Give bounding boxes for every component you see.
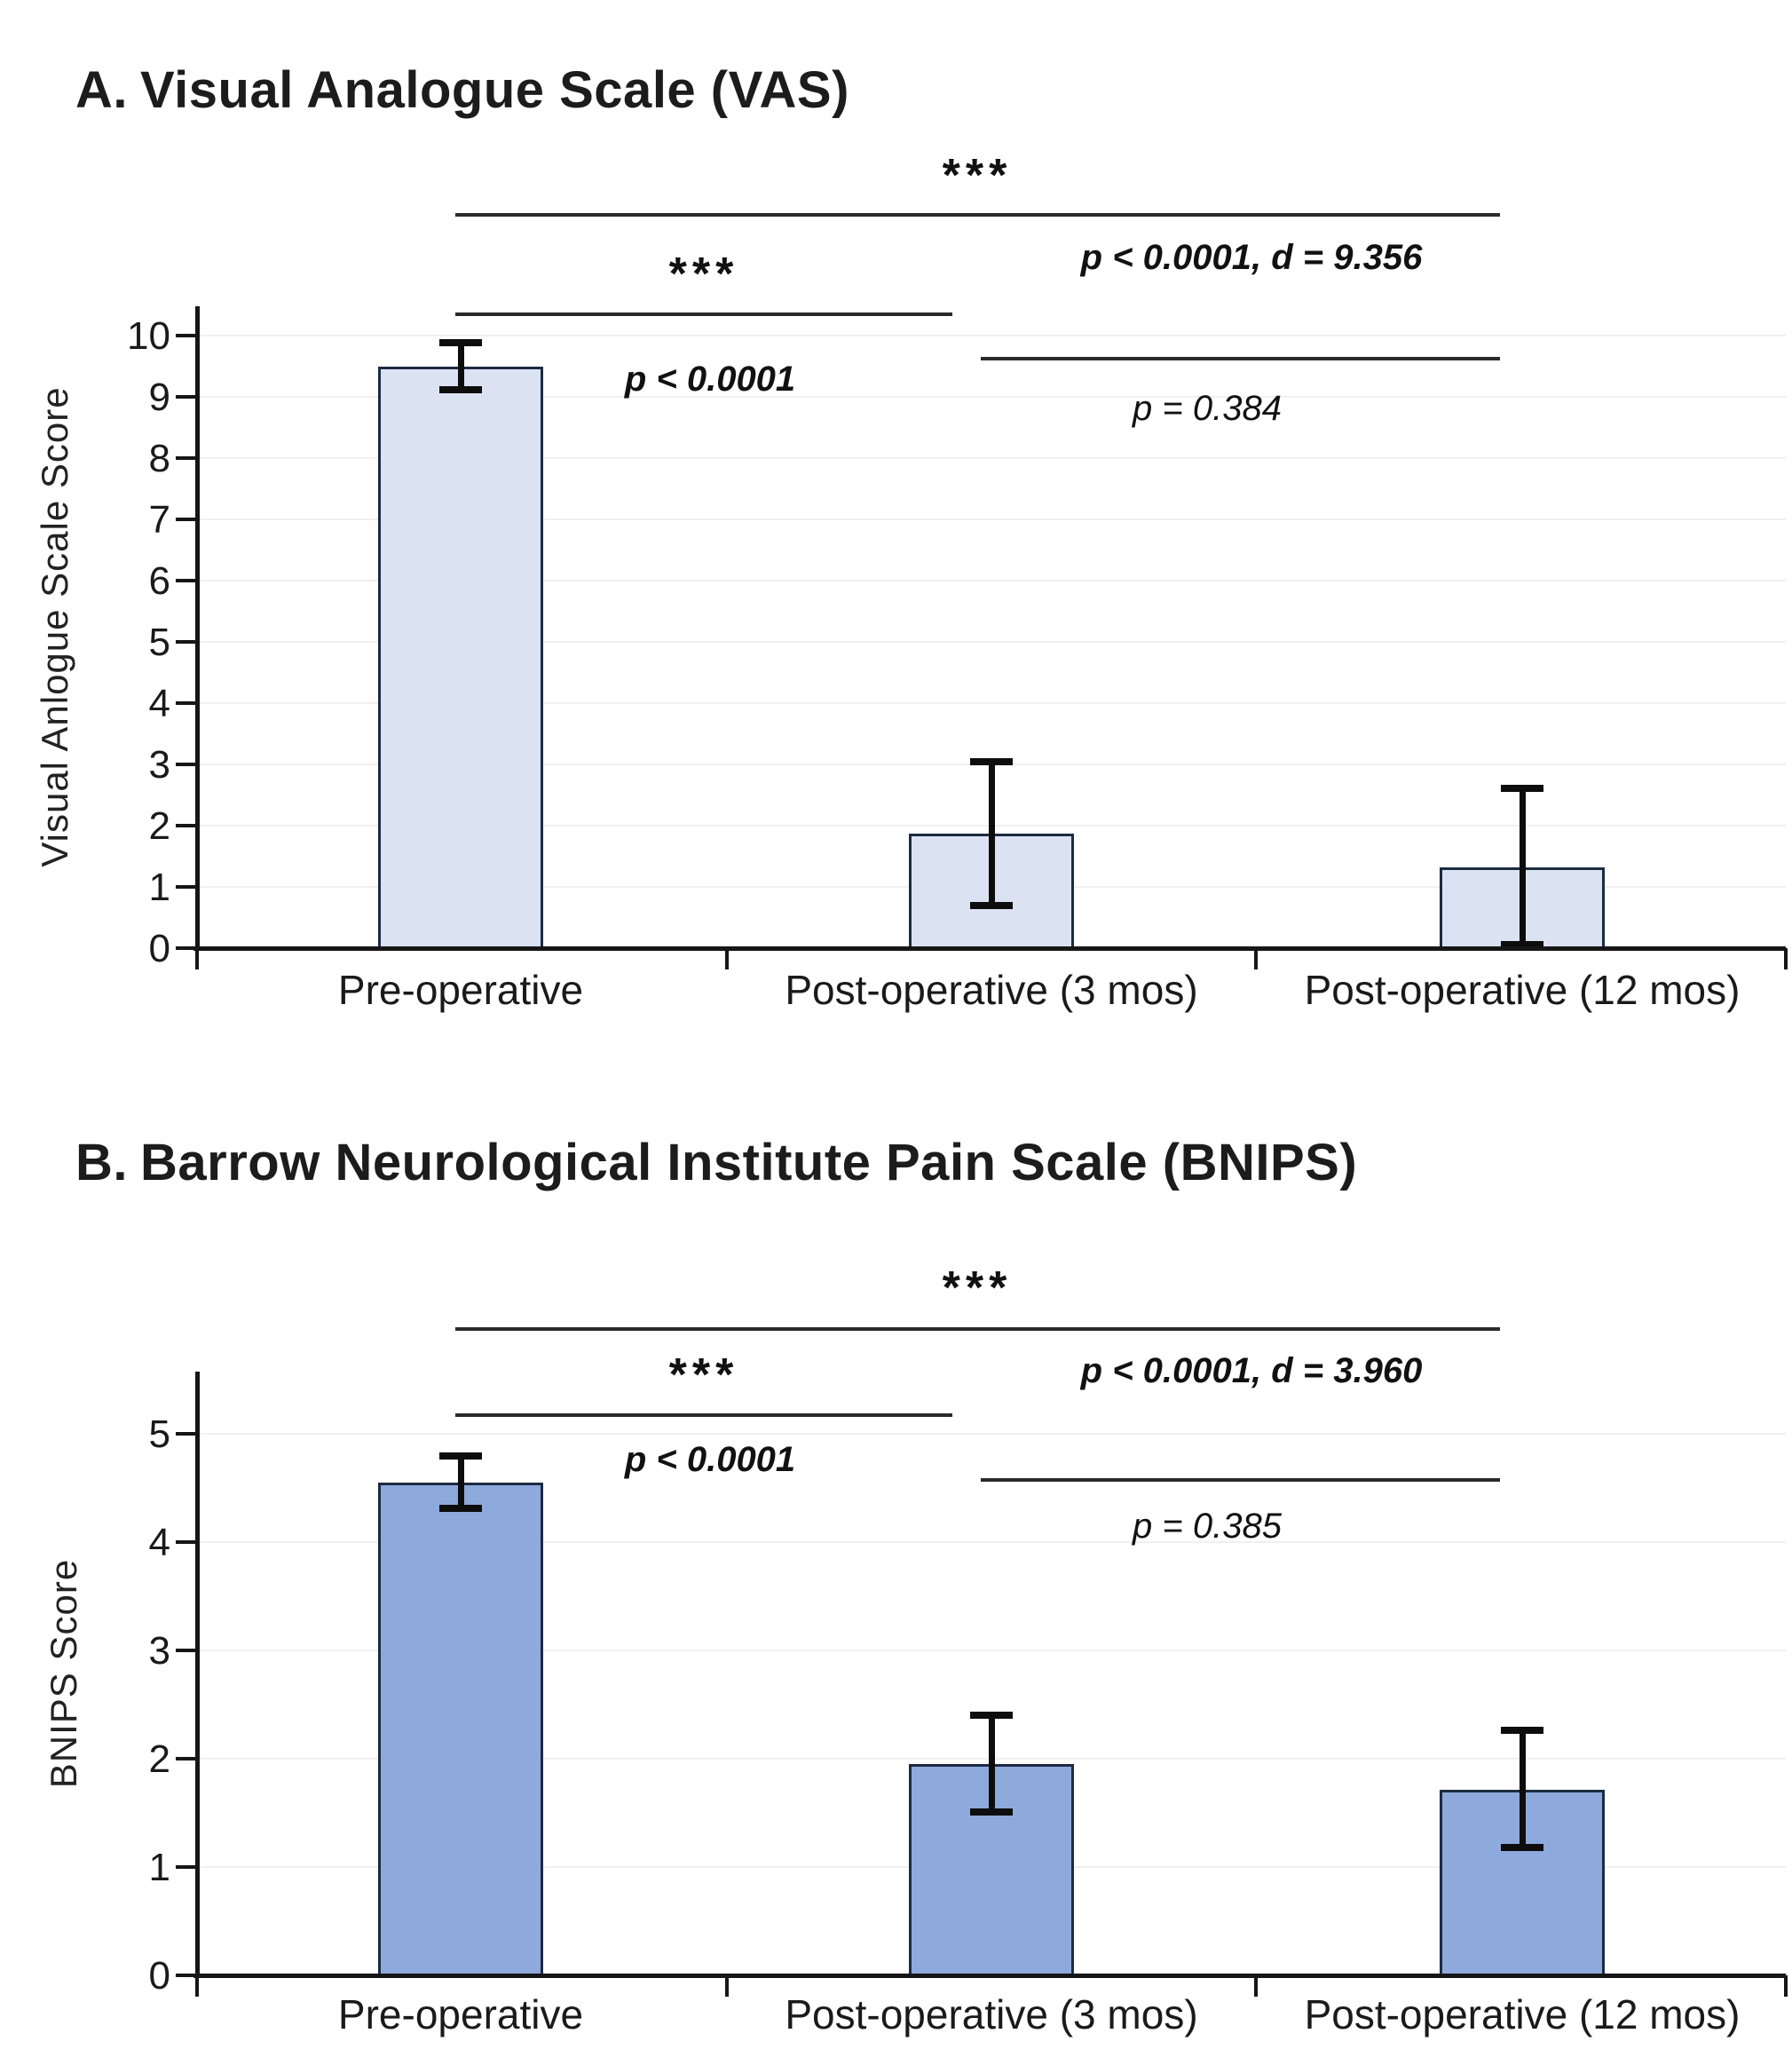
y-tick-label-3: 3 [148, 1629, 170, 1673]
y-tick-label-5: 5 [148, 621, 170, 664]
significance-label-3: p = 0.384 [1133, 389, 1282, 428]
y-tick-label-0: 0 [148, 927, 170, 970]
error-bar-3-cap-top [1501, 1727, 1543, 1734]
x-category-label-2: Post-operative (3 mos) [785, 1991, 1198, 2037]
error-bar-2-cap-bottom [970, 1808, 1013, 1816]
significance-stars-2: *** [942, 1262, 1013, 1314]
y-tick-label-1: 1 [148, 866, 170, 909]
y-tick-label-10: 10 [127, 314, 170, 358]
y-tick-label-8: 8 [148, 437, 170, 480]
y-tick-label-4: 4 [148, 1521, 170, 1564]
error-bar-3-stem [1520, 1729, 1526, 1848]
significance-line-3 [981, 1478, 1500, 1482]
error-bar-1-cap-top [439, 1452, 482, 1460]
significance-label-2: p < 0.0001, d = 3.960 [1080, 1351, 1423, 1390]
significance-label-3: p = 0.385 [1133, 1507, 1282, 1546]
error-bar-3-cap-bottom [1501, 1844, 1543, 1851]
error-bar-2-stem [989, 1714, 995, 1813]
panel-a-letter: A. [75, 61, 128, 120]
significance-stars-1: *** [668, 1349, 739, 1401]
y-tick-label-5: 5 [148, 1412, 170, 1456]
y-tick-label-2: 2 [148, 804, 170, 848]
x-category-label-1: Pre-operative [337, 967, 584, 1013]
panel-a-title-text: Visual Analogue Scale (VAS) [140, 61, 849, 120]
gridline-y5 [197, 1433, 1786, 1435]
significance-line-2 [455, 1327, 1500, 1331]
x-category-label-2: Post-operative (3 mos) [785, 967, 1198, 1013]
x-category-label-1: Pre-operative [337, 1991, 584, 2037]
error-bar-1-stem [458, 1455, 464, 1509]
significance-stars-2: *** [942, 150, 1013, 202]
x-axis-line [193, 1974, 1786, 1978]
y-tick-label-2: 2 [148, 1737, 170, 1781]
y-tick-label-4: 4 [148, 682, 170, 725]
significance-label-1: p < 0.0001 [624, 1440, 796, 1479]
y-tick-label-9: 9 [148, 376, 170, 419]
significance-stars-1: *** [668, 249, 739, 300]
y-tick-label-1: 1 [148, 1846, 170, 1889]
y-axis-line [195, 1372, 200, 1978]
significance-label-2: p < 0.0001, d = 9.356 [1080, 238, 1423, 277]
error-bar-1-cap-bottom [439, 1505, 482, 1512]
bar-1 [378, 1483, 543, 1975]
y-tick-label-3: 3 [148, 743, 170, 787]
panel-b-letter: B. [75, 1134, 128, 1192]
error-bar-2-cap-top [970, 1712, 1013, 1719]
y-tick-label-6: 6 [148, 559, 170, 603]
y-tick-label-0: 0 [148, 1954, 170, 1998]
significance-line-1 [455, 1413, 952, 1417]
x-category-label-3: Post-operative (12 mos) [1304, 967, 1741, 1013]
significance-label-1: p < 0.0001 [624, 360, 796, 399]
panel-a-y-axis-title: Visual Anlogue Scale Score [34, 386, 75, 867]
panel-b-title-text: Barrow Neurological Institute Pain Scale (BNIPS) [140, 1134, 1358, 1192]
y-tick-label-7: 7 [148, 498, 170, 542]
panel-b-y-axis-title: BNIPS Score [43, 1558, 84, 1789]
x-category-label-3: Post-operative (12 mos) [1304, 1991, 1741, 2037]
